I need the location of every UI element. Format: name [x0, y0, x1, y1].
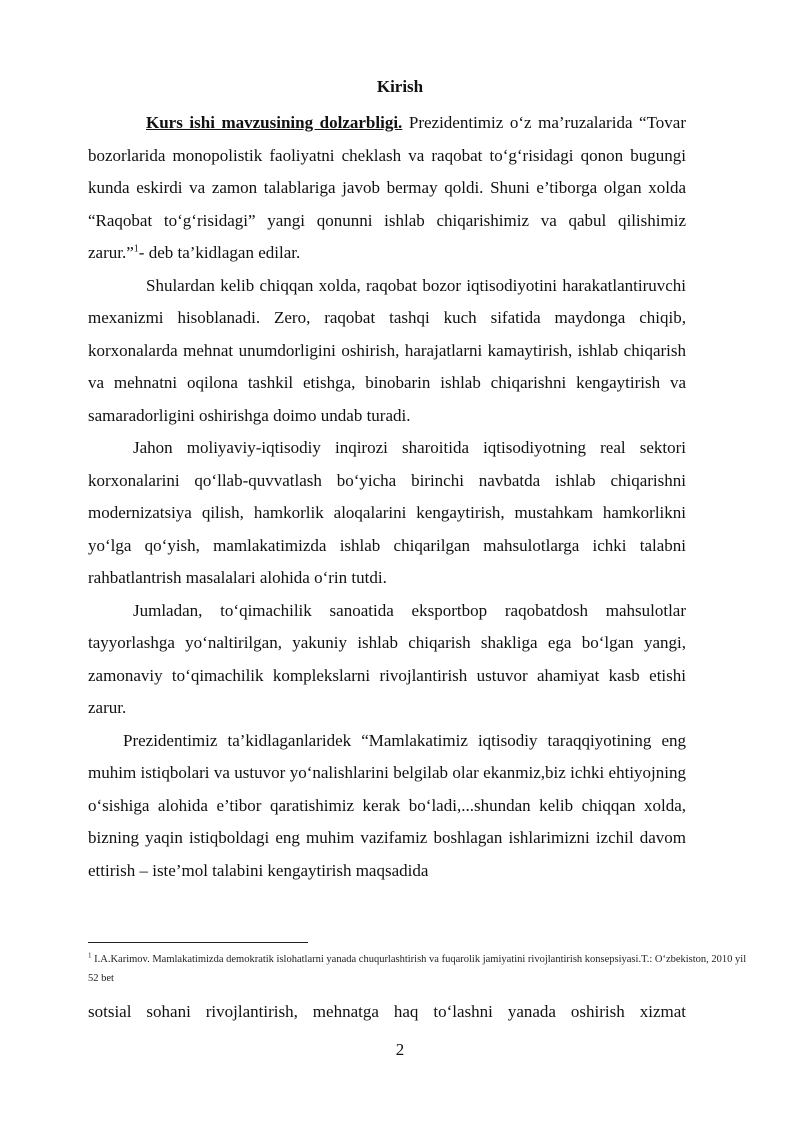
paragraph-1 — [88, 107, 686, 270]
paragraph-2: Shulardan kelib chiqqan xolda, raqobat bozor iqtisodiyotini harakatlantiruvchi mexanizmi hisoblanadi. Zero, raqobat tashqi kuch sifatida maydonga chiqib, korxonalarda mehnat unumdorligini oshirish, harajatlarni kamaytirish, ishlab chiqarish va mehnatni oqilona tashkil etishga, binobarin ishlab chiqarishni kengaytirish va samaradorligini oshirishga doimo undab turadi. — [88, 275, 686, 425]
footnote-marker: 1 — [88, 951, 92, 960]
section-heading: Kurs ishi mavzusining dolzarbligi. — [146, 113, 403, 132]
paragraph-3: Jahon moliyaviy-iqtisodiy inqirozi sharoitida iqtisodiyotning real sektori korxonalarini qo‘llab-quvvatlash bo‘yicha birinchi navbatda ishlab chiqarishni modernizatsiya qilish, hamkorlik aloqalarini kengaytirish, mustahkam hamkorlikni yo‘lga qo‘yish, mamlakatimizda ishlab chiqarilgan mahsulotlarga ichki talabni rahbatlantrish masalalari alohida o‘rin tutdi. — [88, 438, 686, 587]
footnote — [88, 950, 758, 988]
page-title: Kirish — [376, 77, 424, 96]
page-number: 2 — [395, 1040, 405, 1059]
paragraph-1-tail: - deb ta’kidlagan edilar. — [138, 243, 301, 262]
paragraph-5: Prezidentimiz ta’kidlaganlaridek “Mamlakatimiz iqtisodiy taraqqiyotining eng muhim istiqbolari va ustuvor yo‘nalishlarini belgilab olar ekanmiz,biz ichki ehtiyojning o‘sishiga alohida e’tibor qaratishimiz kerak bo‘ladi,...shundan kelib chiqqan xolda, bizning yaqin istiqboldagi eng muhim vazifamiz boshlagan ishlarimizni izchil davom ettirish – iste’mol talabini kengaytirish maqsadida — [88, 730, 686, 880]
continuation-line: sotsial sohani rivojlantirish, mehnatga haq to‘lashni yanada oshirish xizmat — [88, 1002, 686, 1021]
paragraph-1-text: Prezidentimiz o‘z ma’ruzalarida “Tovar bozorlarida monopolistik faoliyatni cheklash va raqobat to‘g‘risidagi qonon bugungi kunda eskirdi va zamon talablariga javob bermay qoldi. Shuni e’tiborga olgan xolda “Raqobat to‘g‘risidagi” yangi qonunni ishlab chiqarishimiz va qabul qilishimiz zarur.” — [88, 113, 686, 262]
main-text — [88, 107, 686, 887]
footnote-reference: 1 — [133, 243, 139, 255]
paragraph-4: Jumladan, to‘qimachilik sanoatida eksportbop raqobatdosh mahsulotlar tayyorlashga yo‘naltirilgan, yakuniy ishlab chiqarish shakliga ega bo‘lgan yangi, zamonaviy to‘qimachilik komplekslarni rivojlantirish ustuvor ahamiyat kasb etishi zarur. — [88, 600, 686, 717]
footnote-text: I.A.Karimov. Mamlakatimizda demokratik islohatlarni yanada chuqurlashtirish va fuqarolik jamiyatini rivojlantirish konsepsiyasi.T.: O‘zbekiston, 2010 yil 52 bet — [88, 954, 747, 984]
footnote-divider — [88, 942, 308, 943]
